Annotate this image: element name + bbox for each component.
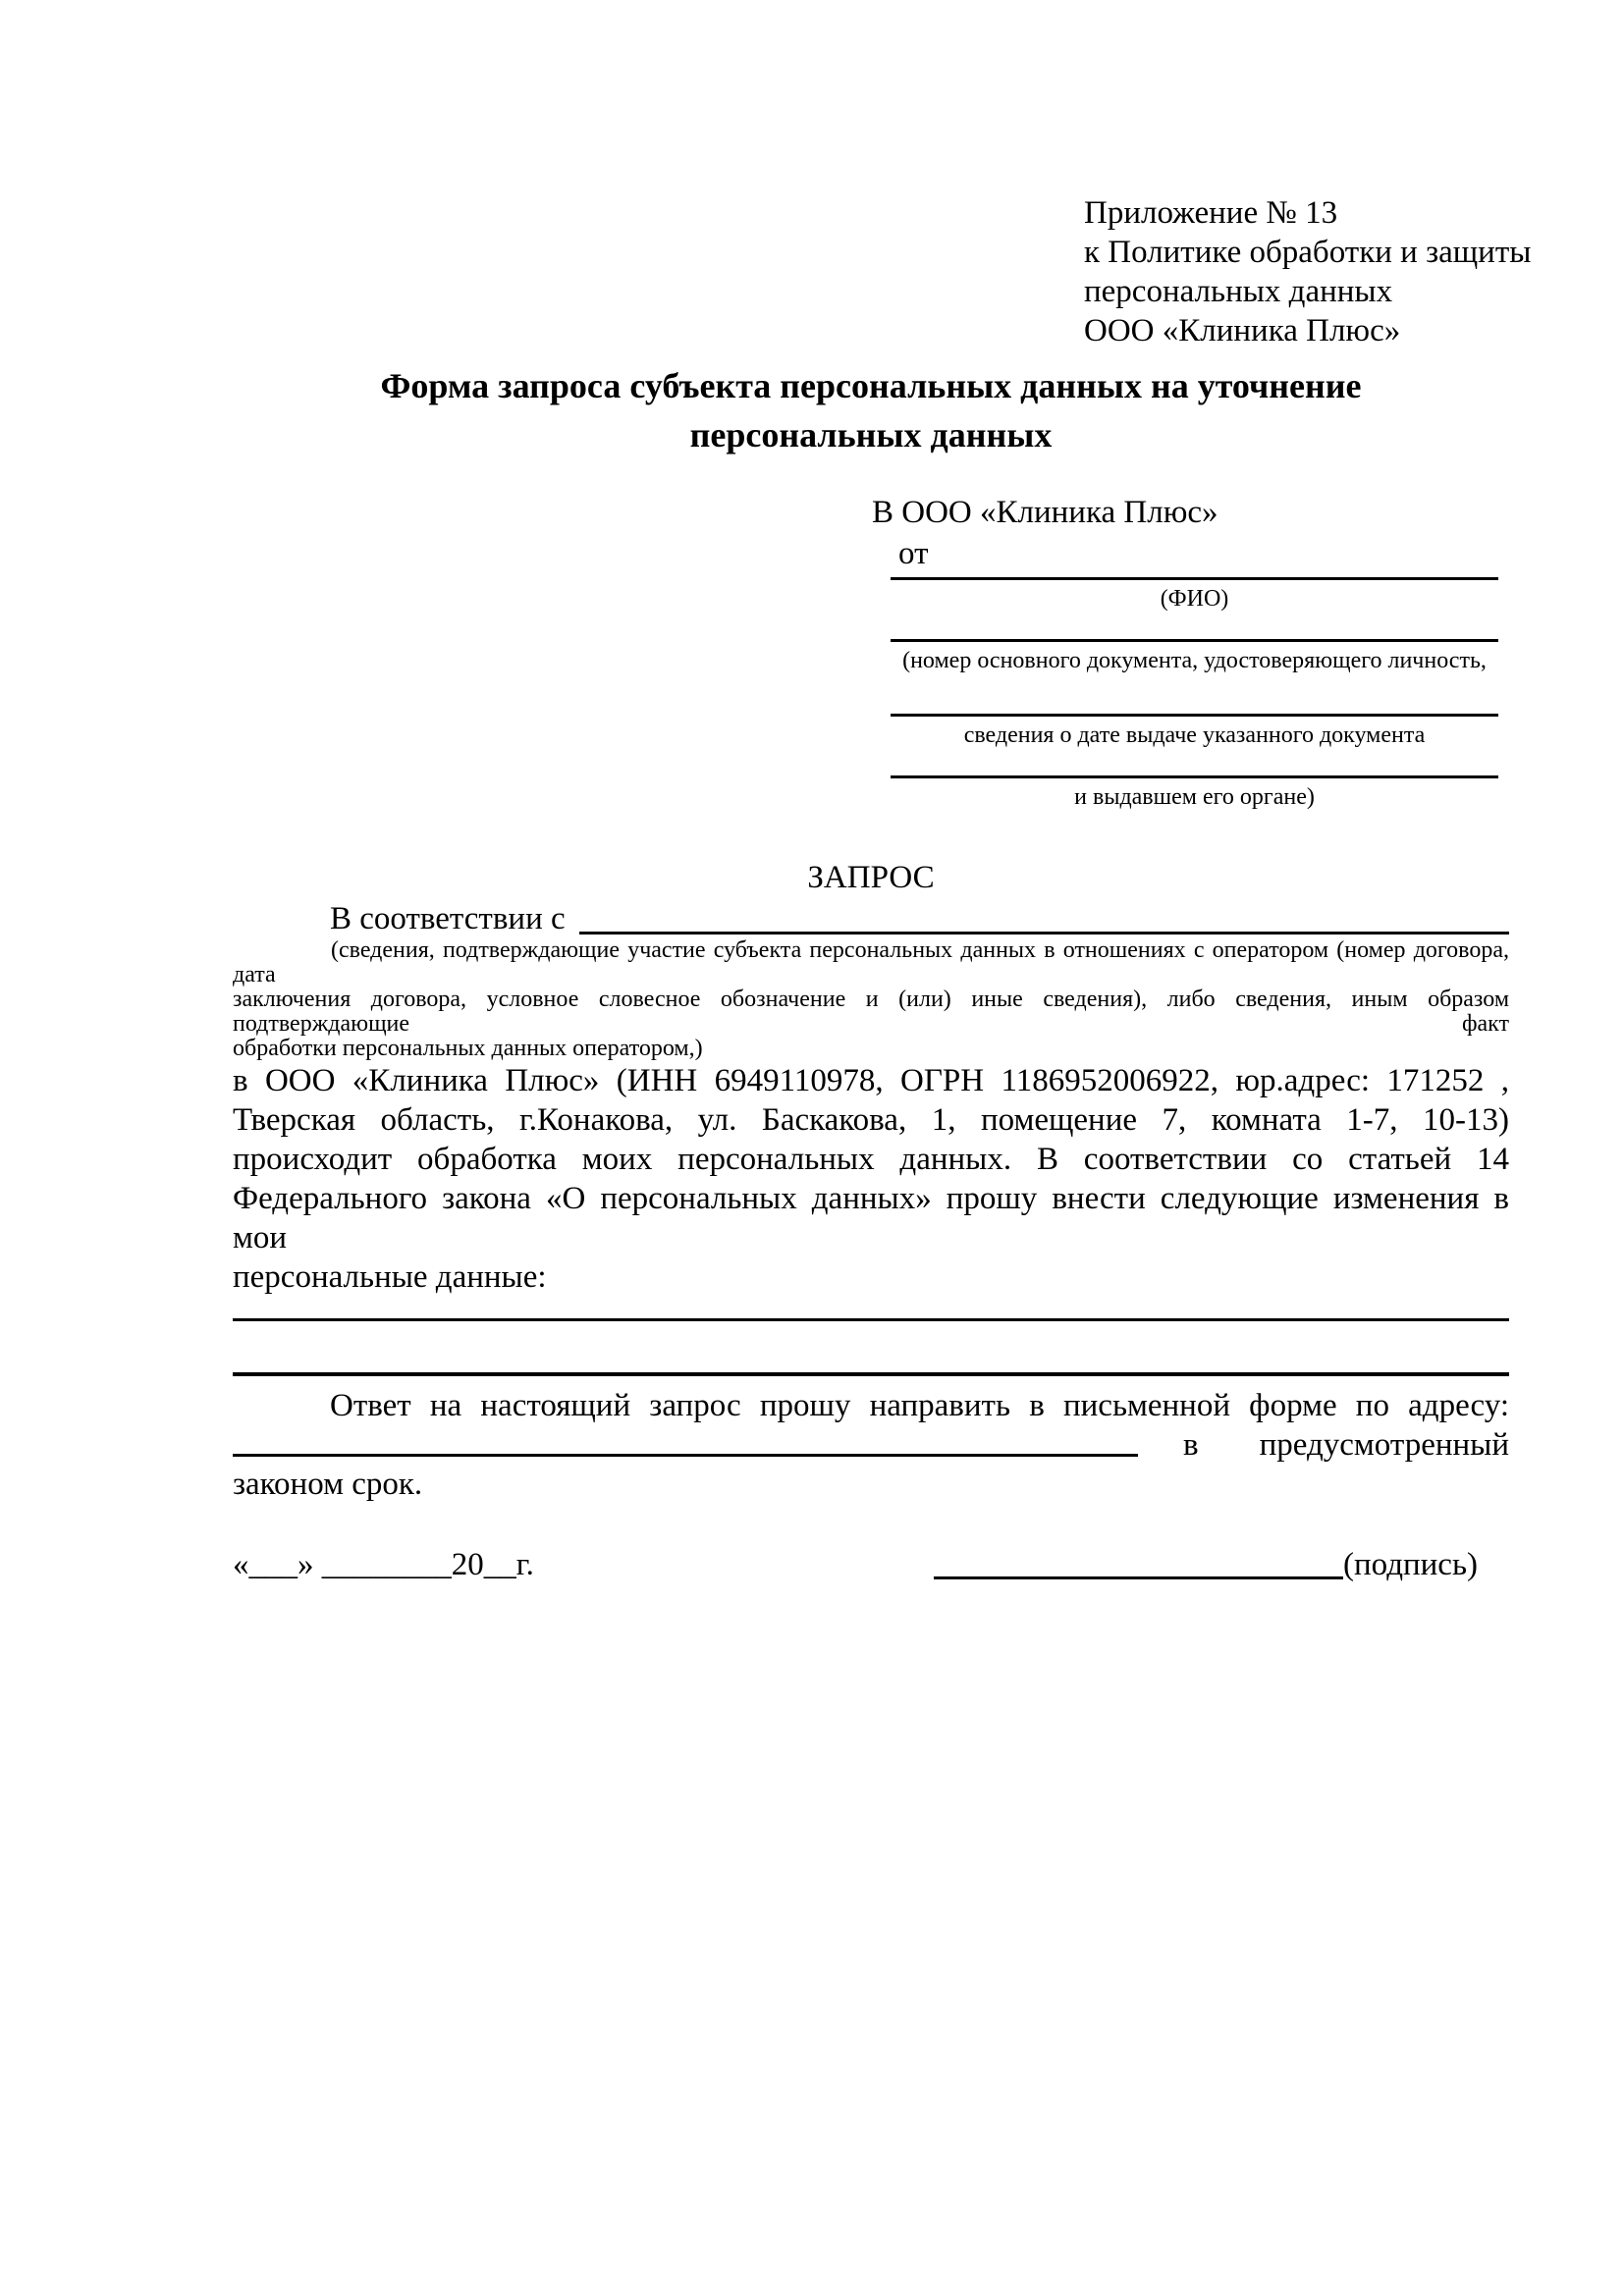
reply-closing-line: законом срок. — [233, 1467, 423, 1502]
note-line: обработки персональных данных оператором,) — [233, 1036, 703, 1061]
note-line: (сведения, подтверждающие участие субъекта персональных данных в отношениях с оператором (номер договора, дата — [233, 937, 1509, 988]
addressee-organization: В ООО «Клиника Плюс» — [872, 495, 1218, 530]
issuing-authority-caption: и выдавшем его органе) — [1074, 784, 1315, 810]
changes-blank-line-1 — [233, 1318, 1509, 1321]
appendix-line: персональных данных — [1084, 274, 1393, 309]
signature-blank-line — [934, 1576, 1343, 1579]
signature-caption: (подпись) — [1343, 1547, 1478, 1582]
accordance-prefix: В соответствии с — [330, 901, 566, 936]
reply-address-line: Ответ на настоящий запрос прошу направить в письменной форме по адресу: — [330, 1388, 1509, 1423]
fio-blank-line — [891, 577, 1498, 580]
note-line: заключения договора, условное словесное обозначение и (или) иные сведения), либо сведения, иным образом подтверждающие факт — [233, 987, 1509, 1037]
appendix-block — [1084, 193, 1532, 350]
body-line: персональные данные: — [233, 1259, 547, 1295]
reply-address-blank-row — [233, 1425, 1509, 1465]
document-number-caption: (номер основного документа, удостоверяющего личность, — [902, 648, 1487, 673]
request-body — [233, 1061, 1509, 1297]
appendix-line: Приложение № 13 — [1084, 195, 1338, 231]
fio-caption: (ФИО) — [1160, 586, 1229, 612]
date-line: «___» ________20__г. — [233, 1547, 534, 1582]
date-signature-row — [233, 1543, 1509, 1587]
addressee-from-label: от — [898, 536, 929, 571]
issue-date-blank-line — [891, 714, 1498, 717]
body-line: Федерального закона «О персональных данных» прошу внести следующие изменения в мои — [233, 1181, 1509, 1255]
issuing-authority-blank-line — [891, 775, 1498, 778]
signature-group — [934, 1543, 1478, 1587]
reply-word: предусмотренный — [1259, 1427, 1509, 1463]
accordance-line — [233, 899, 1509, 938]
document-number-blank-line — [891, 639, 1498, 642]
reply-word: в — [1183, 1427, 1199, 1463]
appendix-line: к Политике обработки и защиты — [1084, 235, 1532, 270]
body-line: в ООО «Клиника Плюс» (ИНН 6949110978, ОГРН 1186952006922, юр.адрес: 171252 , — [233, 1063, 1509, 1098]
accordance-blank-line — [579, 899, 1509, 934]
page-title: Форма запроса субъекта персональных данных на уточнение персональных данных — [380, 366, 1362, 454]
addressee-block — [233, 493, 1509, 810]
body-line: происходит обработка моих персональных данных. В соответствии со статьей 14 — [233, 1142, 1509, 1177]
address-blank-line — [233, 1425, 1138, 1457]
request-heading: ЗАПРОС — [807, 860, 935, 895]
body-line: Тверская область, г.Конакова, ул. Баскакова, 1, помещение 7, комната 1-7, 10-13) — [233, 1102, 1509, 1138]
changes-blank-line-2 — [233, 1372, 1509, 1376]
accordance-note — [233, 938, 1509, 1061]
issue-date-caption: сведения о дате выдаче указанного документа — [963, 722, 1426, 748]
appendix-line: ООО «Клиника Плюс» — [1084, 313, 1401, 348]
